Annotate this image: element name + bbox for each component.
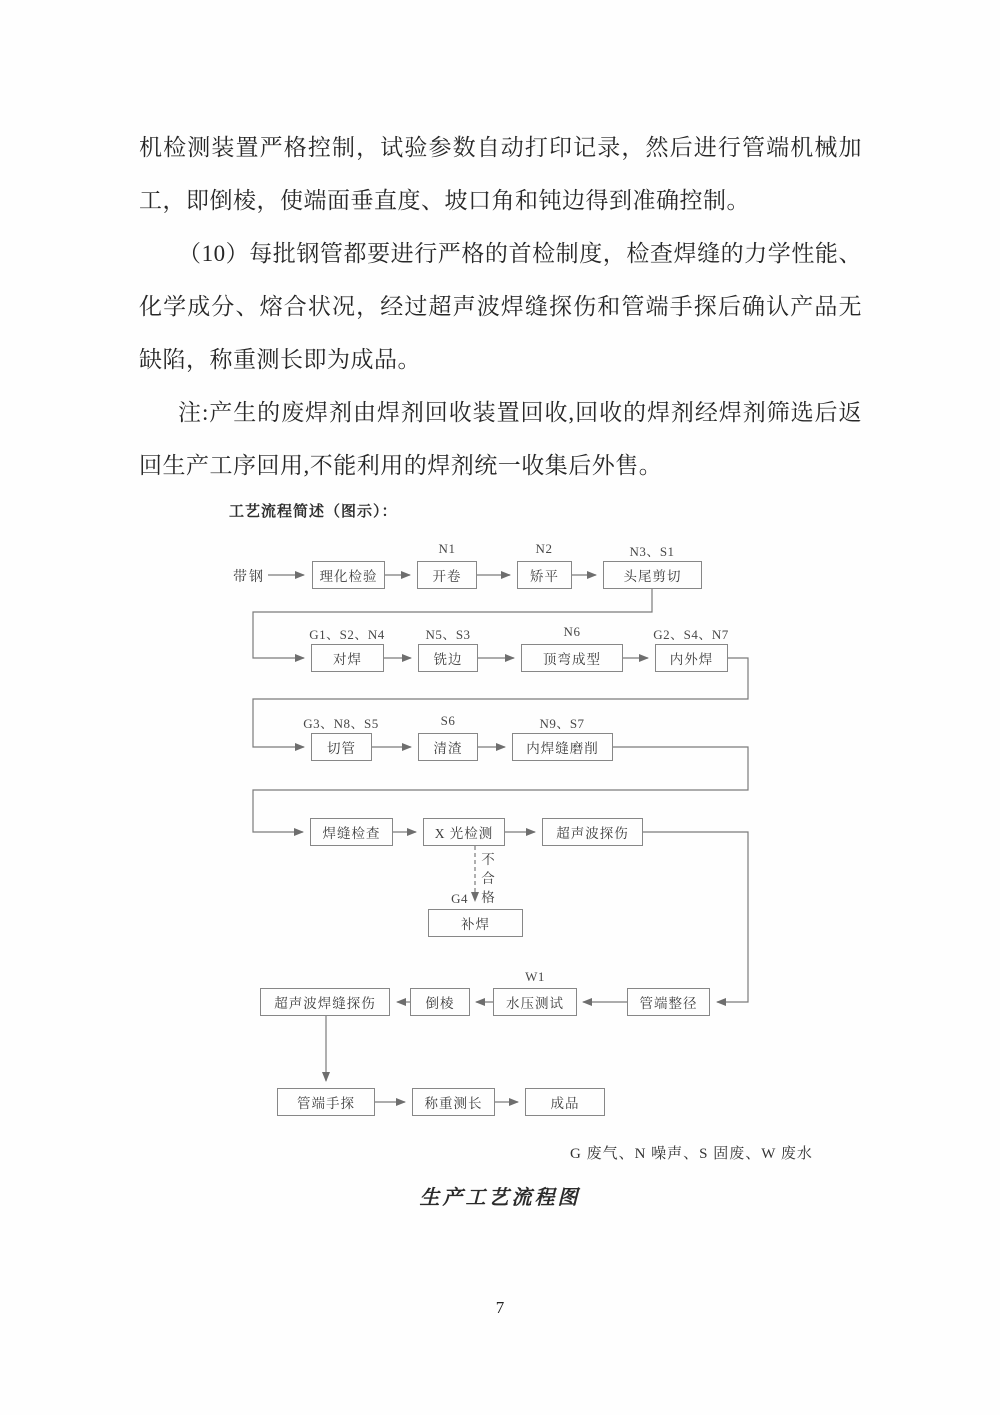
flow-node-weld-inspection: 焊缝检查	[310, 818, 393, 846]
flow-node-ultrasonic-weld-testing: 超声波焊缝探伤	[260, 988, 390, 1016]
flow-node-inside-outside-welding: 内外焊	[655, 644, 728, 672]
flow-node-x-ray-testing: X 光检测	[423, 818, 505, 846]
flow-node-beveling: 倒棱	[410, 988, 470, 1016]
flow-node-repair-welding: 补焊	[428, 909, 523, 937]
body-text	[139, 121, 862, 492]
reject-branch-label: 不合格	[481, 852, 495, 905]
node-code-label: N1	[438, 541, 456, 556]
node-code-label: N2	[535, 541, 553, 556]
node-code-label: G3、N8、S5	[303, 716, 379, 731]
flow-node-uncoiling: 开卷	[417, 561, 477, 589]
flowchart-heading: 工艺流程简述（图示）：	[229, 504, 398, 520]
node-code-label: S6	[440, 713, 456, 728]
paragraph: （10）每批钢管都要进行严格的首检制度，检查焊缝的力学性能、化学成分、熔合状况，经过超声波焊缝探伤和管端手探后确认产品无缺陷，称重测长即为成品。	[139, 241, 862, 372]
flow-node-pre-bend-forming: 顶弯成型	[521, 644, 623, 672]
flow-node-ultrasonic-testing: 超声波探伤	[542, 818, 643, 846]
node-code-label: N9、S7	[539, 716, 585, 731]
paragraph: 注:产生的废焊剂由焊剂回收装置回收,回收的焊剂经焊剂筛选后返回生产工序回用,不能利用的焊剂统一收集后外售。	[139, 400, 862, 478]
flow-node-butt-welding: 对焊	[311, 644, 384, 672]
node-code-label: W1	[525, 969, 545, 984]
flow-node-inner-weld-grinding: 内焊缝磨削	[512, 733, 613, 761]
flow-node-pipe-end-manual-testing: 管端手探	[277, 1088, 375, 1116]
flow-node-finished-product: 成品	[525, 1088, 605, 1116]
page-number: 7	[495, 1298, 505, 1317]
node-code-label: G1、S2、N4	[309, 627, 385, 642]
flow-node-hydrostatic-testing: 水压测试	[493, 988, 577, 1016]
node-code-label: G4	[451, 891, 468, 906]
flow-node-edge-milling: 铣边	[418, 644, 478, 672]
node-code-label: N6	[563, 624, 581, 639]
node-code-label: N5、S3	[425, 627, 471, 642]
flow-node-slag-cleaning: 清渣	[418, 733, 478, 761]
flow-node-leveling: 矫平	[517, 561, 572, 589]
figure-caption: 生产工艺流程图	[419, 1187, 581, 1209]
flow-node-physicochemical-test: 理化检验	[312, 561, 385, 589]
node-code-label: N3、S1	[629, 544, 675, 559]
paragraph: 机检测装置严格控制，试验参数自动打印记录，然后进行管端机械加工，即倒棱，使端面垂直度、坡口角和钝边得到准确控制。	[139, 135, 862, 213]
flow-node-weighing-measuring: 称重测长	[412, 1088, 495, 1116]
node-code-label: G2、S4、N7	[653, 627, 729, 642]
flow-node-pipe-cutting: 切管	[311, 733, 372, 761]
flowchart-legend: G 废气、N 噪声、S 固废、W 废水	[570, 1146, 813, 1162]
flow-node-head-tail-shearing: 头尾剪切	[603, 561, 702, 589]
flow-source-label: 带钢	[233, 570, 265, 585]
flow-node-pipe-end-sizing: 管端整径	[627, 988, 710, 1016]
